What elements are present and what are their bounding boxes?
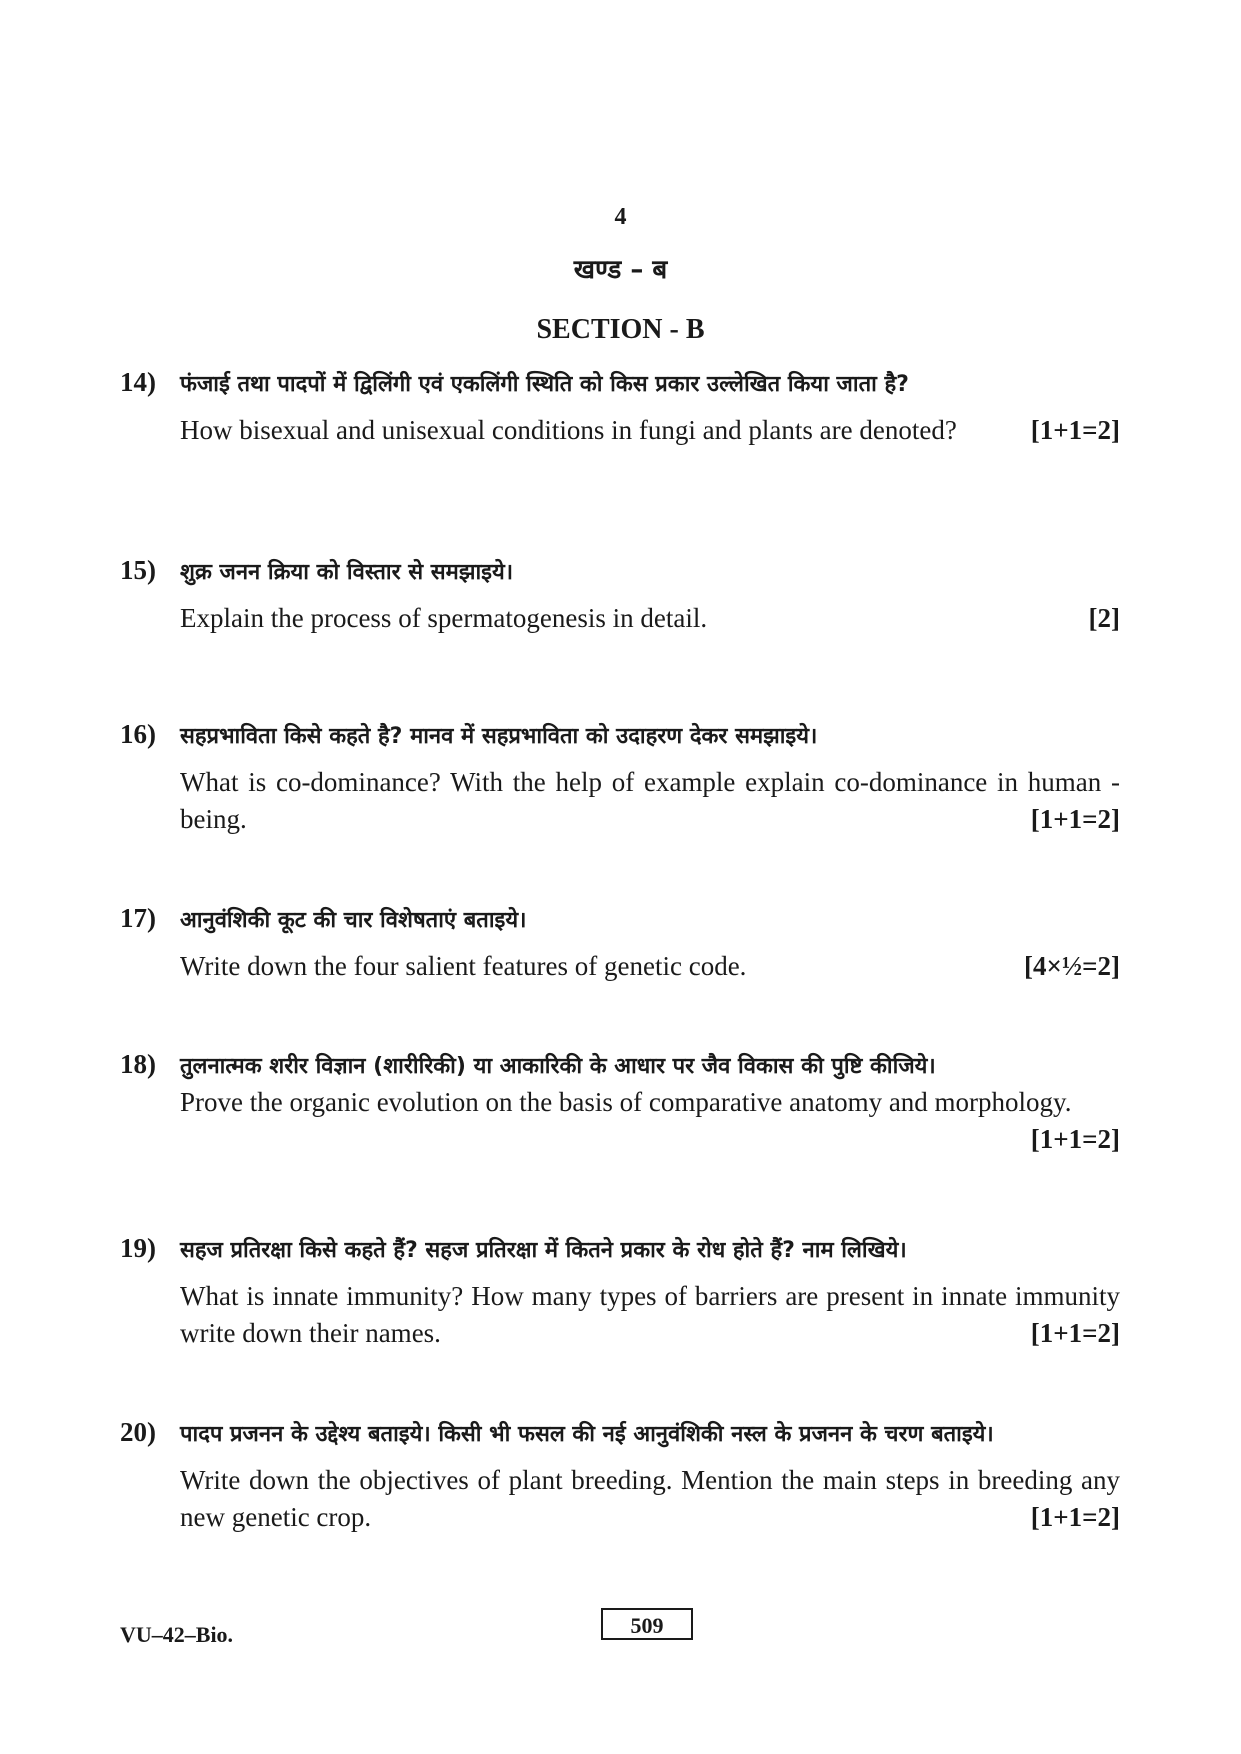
question-english-body: Prove the organic evolution on the basis of comparative anatomy and morphology. <box>180 1087 1072 1117</box>
question-english-body: Write down the objectives of plant breeding. Mention the main steps in breeding any new genetic crop. <box>180 1465 1120 1532</box>
question-text-english <box>180 412 1120 449</box>
question-number: 15) <box>120 555 156 585</box>
question-english-body: What is co-dominance? With the help of example explain co-dominance in human - being. <box>180 767 1120 834</box>
paper-code: VU–42–Bio. <box>120 1622 234 1647</box>
question-20 <box>120 1417 1120 1536</box>
question-text-hindi: सहप्रभाविता किसे कहते है? मानव में सहप्रभाविता को उदाहरण देकर समझाइये। <box>180 724 818 749</box>
footer-boxed-number: 509 <box>601 1608 693 1640</box>
question-number: 17) <box>120 903 156 933</box>
question-number: 14) <box>120 367 156 397</box>
question-text-hindi: शुक्र जनन क्रिया को विस्तार से समझाइये। <box>180 560 514 585</box>
marks-label: [1+1=2] <box>1030 1124 1120 1154</box>
question-text-hindi: सहज प्रतिरक्षा किसे कहते हैं? सहज प्रतिरक्षा में कितने प्रकार के रोध होते हैं? नाम लिखिये। <box>180 1238 907 1263</box>
question-number: 18) <box>120 1049 156 1079</box>
section-title-hindi: खण्ड – ब <box>573 255 668 285</box>
question-text-hindi: आनुवंशिकी कूट की चार विशेषताएं बताइये। <box>180 908 527 933</box>
question-number: 19) <box>120 1233 156 1263</box>
question-text-english <box>180 1462 1120 1536</box>
question-english-body: Explain the process of spermatogenesis in detail. <box>180 603 708 633</box>
marks-label: [1+1=2] <box>1030 415 1120 445</box>
question-text-hindi: फंजाई तथा पादपों में द्विलिंगी एवं एकलिंगी स्थिति को किस प्रकार उल्लेखित किया जाता है? <box>180 372 909 397</box>
question-text-english <box>180 1278 1120 1352</box>
question-text-hindi: तुलनात्मक शरीर विज्ञान (शारीरिकी) या आकारिकी के आधार पर जैव विकास की पुष्टि कीजिये। <box>180 1054 936 1079</box>
section-title-english: SECTION - B <box>536 314 705 345</box>
question-text-english <box>180 1084 1120 1154</box>
marks-label: [1+1=2] <box>1030 1318 1120 1348</box>
question-english-body: Write down the four salient features of genetic code. <box>180 951 747 981</box>
question-number: 16) <box>120 719 156 749</box>
question-english-body: What is innate immunity? How many types of barriers are present in innate immunity write down their names. <box>180 1281 1120 1348</box>
marks-label: [1+1=2] <box>1030 1502 1120 1532</box>
marks-label: [2] <box>1088 603 1120 633</box>
question-text-english <box>180 764 1120 838</box>
question-14 <box>120 367 1120 449</box>
question-18 <box>120 1049 1120 1158</box>
question-text-english <box>180 948 1120 985</box>
question-19 <box>120 1233 1120 1352</box>
marks-label: [1+1=2] <box>1030 804 1120 834</box>
question-15 <box>120 555 1120 637</box>
question-text-hindi: पादप प्रजनन के उद्देश्य बताइये। किसी भी फसल की नई आनुवंशिकी नस्ल के प्रजनन के चरण बताइये। <box>180 1422 994 1447</box>
question-number: 20) <box>120 1417 156 1447</box>
marks-label: [4×½=2] <box>1023 951 1120 981</box>
question-17 <box>120 903 1120 985</box>
question-english-body: How bisexual and unisexual conditions in fungi and plants are denoted? <box>180 415 957 445</box>
page-number: 4 <box>614 204 627 230</box>
question-16 <box>120 719 1120 838</box>
question-text-english <box>180 600 1120 637</box>
